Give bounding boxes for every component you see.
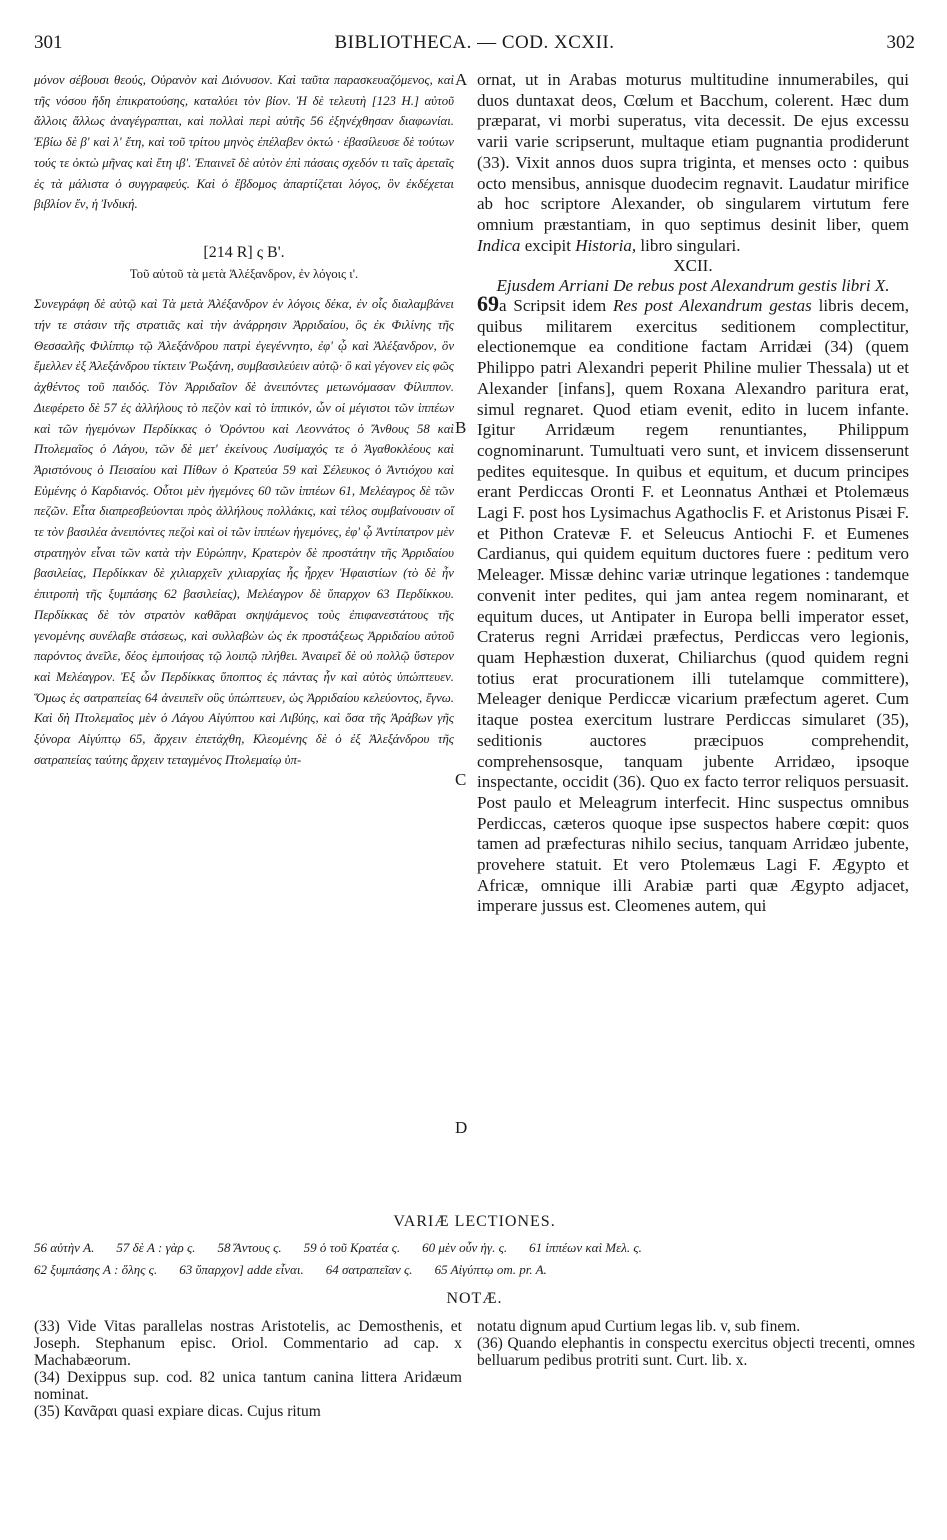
variae-line-2 [34,1259,915,1281]
margin-marker-d: D [455,1118,468,1137]
note-35-continued: notatu dignum apud Curtium legas lib. v, sub finem. [477,1318,801,1335]
greek-column [34,70,454,771]
latin-p1-historia: Historia, [575,235,637,255]
variant-64: 64 σατραπεῖαν ς. [325,1262,413,1277]
note-35: (35) Κανᾶραι quasi expiare dicas. Cujus ritum [34,1403,321,1420]
variant-58: 58 Ἄντους ς. [217,1240,282,1255]
greek-paragraph-1: μόνον σέβουσι θεούς, Οὐρανὸν καὶ Διόνυσον. Καὶ ταῦτα παρασκευαζόμενος, καὶ τῆς νόσου ἤδη ἐπικρατούσης, καταλύει τὸν βίον. Ἡ δὲ τελευτὴ [123 Η.] αὐτοῦ ἄλλοις ἄλλως ἀναγέγραπται, καὶ πολλαὶ περὶ αὐτῆς 56 ἐξηνέχθησαν διαφωνίαι. Ἐβίω δὲ β' καὶ λ' ἔτη, καὶ τοῦ τρίτου μηνὸς ἐπέλαβεν ὀκτώ · ἐβασίλευσε δὲ τούτων τούς τε ὀκτὼ μῆνας καὶ ἔτη ιβ'. Ἐπαινεῖ δὲ αὐτὸν ἐπὶ πάσαις σχεδόν τι ταῖς ἀρεταῖς ἐς τὰ μάλιστα ὁ συγγραφεύς. Καὶ ὁ ἕβδομος ἀπαρτίζεται λόγος, ὃν ἐκδέχεται βιβλίον ἕν, ἡ Ἰνδική. [34,73,454,212]
latin-p2-title: Res post Alexandrum gestas [613,296,812,316]
latin-p2-body: libris decem, quibus militarem exercitus seditionem complectitur, electionemque ea conditione factam Arridæi (34) (quem Philippo patri Alexandri peperit Philine mulier Thessala) ut et Alexander [infans], quem Roxana Alexandro paritura erat, simul regnaret. Quod etiam evenit, edito in lucem infante. Igitur Arridæum regem renuntiantes, Philippum cognominarunt. Tumultuati vero sunt, et invicem dissenserunt pedites equitesque. In quibus et equitum, et ducum principes erant Perdiccas Oronti F. et Leonnatus Anthæi et Ptolemæus Lagi F. post hos Lysimachus Agathoclis F. et Aristonus Pisæi F. et Pithon Cratevæ F. et Seleucus Antiochi F. et Eumenes Cardianus, qui quidem equitum ductores fuere : peditum vero Meleager. Missæ dehinc variæ utrinque legationes : tandemque convenit inter pedites, qui jam antea regem nominarant, et equitum duces, ut Antipater in Europa belli imperator esset, Craterus regni Arridæi præfectus, Perdiccas vero legionis, quam Hephæstion duxerat, Chiliarchus (quod quidem regni totius erat procurationem illi tutelamque committere), Meleager denique Perdiccæ vicarium præfectum ageret. Cum itaque postea exercitum lustrare Perdiccas simularet (35), seditionis auctores præcipuos comprehendit, comprehensosque, tanquam jubente Arridæo, ipsoque inspectante, occidit (36). Quo ex facto terror reliquos persuasit. Post paulo et Meleagrum interfecit. Hinc suspectus omnibus Perdiccas, cæteros quoque ipse suspectos habere cœpit: quos tamen ad præfecturas nihilo secius, tanquam Arridæo jubente, provehere statuit. Et vero Ptolemæus Lagi F. Ægypto et Africæ, omnique illi Arabiæ parti quæ Ægypto adjacet, imperare jussus est. Cleomenes autem, qui [477,296,910,916]
notae-title: NOTÆ. [446,1290,503,1307]
greek-section-number: [214 R] ς Β'. [203,243,285,261]
variant-56: 56 αὐτὴν A. [34,1240,95,1255]
variae-line-1 [34,1237,915,1259]
note-33: (33) Vide Vitas parallelas nostras Aristotelis, ac Demosthenis, et Joseph. Stephanum episc. Oriol. Commentario ad cap. x Machabæorum. [34,1318,462,1369]
variant-62: 62 ξυμπάσης A : ὅλης ς. [34,1262,158,1277]
latin-p1-end: libro singulari. [640,235,741,255]
latin-p2-start: a Scripsit idem [499,296,607,316]
greek-section-title: Τοῦ αὐτοῦ τὰ μετὰ Ἀλέξανδρον, ἐν λόγοις ι'. [129,266,359,281]
note-34: (34) Dexippus sup. cod. 82 unica tantum canina littera Aridæum nominat. [34,1369,462,1403]
page-number-left: 301 [34,32,63,53]
variant-57: 57 δὲ A : γὰρ ς. [116,1240,196,1255]
variant-59: 59 ὁ τοῦ Κρατέα ς. [303,1240,401,1255]
running-title: BIBLIOTHECA. — COD. XCXII. [334,32,615,53]
latin-paragraph-2 [477,291,910,917]
latin-section-title: Ejusdem Arriani De rebus post Alexandrum gestis libri X. [496,276,890,296]
latin-p1-indica: Indica [477,235,521,255]
page-number-right: 302 [886,32,915,53]
variant-61: 61 ἱππέων καὶ Μελ. ς. [529,1240,642,1255]
variant-65: 65 Αἰγύπτῳ om. pr. A. [434,1262,547,1277]
notae-left-column [34,1318,462,1420]
latin-paragraph-1 [477,70,909,256]
notae-section [34,1290,915,1420]
margin-marker-b: B [455,418,467,437]
running-header [34,32,915,58]
latin-p1-text: ornat, ut in Arabas moturus multitudine innumerabiles, qui duos duntaxat deos, Cœlum et Bacchum, colerent. Hæc dum præparat, vi morbi superatus, vita decessit. De ejus excessu varii varie scripserunt, multaque etiam pugnantia prodiderunt (33). Vixit annos duos supra triginta, et menses octo : quibus octo mensibus, annisque duodecim regnavit. Laudatur mirifice ab hoc scriptore Alexander, ob singularem virtutum fere omnium præstantiam, in quo septimus desinit liber, quem [477,70,909,234]
margin-marker-c: C [455,770,467,789]
latin-section-number: XCII. [673,256,713,276]
latin-column [477,70,909,917]
variant-60: 60 μὲν οὖν ἡγ. ς. [422,1240,508,1255]
margin-marker-a: A [455,70,468,89]
variant-63: 63 ὕπαρχον] adde εἶναι. [179,1262,304,1277]
latin-p1-mid: excipit [524,235,571,255]
notae-right-column [477,1318,915,1369]
greek-paragraph-2: Συνεγράφη δὲ αὐτῷ καὶ Τὰ μετὰ Ἀλέξανδρον ἐν λόγοις δέκα, ἐν οἷς διαλαμβάνει τήν τε στάσιν τῆς στρατιᾶς καὶ τὴν ἀνάρρησιν Ἀρριδαίου, ὃς ἐκ Φιλίνης τῆς Θεσσαλῆς Φιλίππῳ τῷ Ἀλεξάνδρου πατρὶ ἐγεγέννητο, ἐφ' ᾧ καὶ Ἀλέξανδρον, ὃν ἔμελλεν ἐξ Ἀλεξάνδρου τίκτειν Ῥωξάνη, συμβασιλεύειν αὐτῷ· ὃ καὶ γέγονεν εἰς φῶς ἀχθέντος τοῦ παιδός. Τὸν Ἀρριδαῖον δὲ ἀνειπόντες μετωνόμασαν Φίλιππον. Διεφέρετο δὲ 57 ἐς ἀλλήλους τὸ πεζὸν καὶ τὸ ἱππικόν, ὧν οἱ μέγιστοι τῶν ἱππέων καὶ τῶν ἡγεμόνων Περδίκκας ὁ Ὀρόντου καὶ Λεοννάτος ὁ Ἄνθους 58 καὶ Πτολεμαῖος ὁ Λάγου, τῶν δὲ μετ' ἐκείνους Λυσίμαχός τε ὁ Ἀγαθοκλέους καὶ Ἀριστόνους ὁ Πεισαίου καὶ Πίθων ὁ Κρατεύα 59 καὶ Σέλευκος ὁ Ἀντιόχου καὶ Εὐμένης ὁ Καρδιανός. Οὗτοι μὲν ἡγεμόνες 60 τῶν ἱππέων 61, Μελέαγρος δὲ τῶν πεζῶν. Εἶτα διαπρεσβεύονται πρὸς ἀλλήλους πολλάκις, καὶ τέλος συμβαίνουσιν οἵ τε τὸν βασιλέα ἀνειπόντες πεζοὶ καὶ οἱ τῶν ἱππέων ἡγεμόνες, ἐφ' ᾧ Ἀντίπατρον μὲν στρατηγὸν εἶναι τῶν κατὰ τὴν Εὐρώπην, Κρατερὸν δὲ προστάτην τῆς Ἀρριδαίου βασιλείας, Περδίκκαν δὲ χιλιαρχεῖν χιλιαρχίας ἧς ἦρχεν Ἡφαιστίων (τὸ δὲ ἦν ἐπιτροπὴ τῆς ξυμπάσης 62 βασιλείας), Μελέαγρον δὲ ὕπαρχον 63 Περδίκκου. Περδίκκας δὲ τὸν στρατὸν καθᾶραι σκηψάμενος τοὺς ἐπιφανεστάτους τῆς γενομένης συνέλαβε στάσεως, καὶ συλλαβὼν ὡς ἐκ προστάξεως Ἀρριδαίου αὐτοῦ παρόντος ἀνεῖλε, δέος ἐμποιήσας τῷ λοιπῷ πλήθει. Ἀναιρεῖ δὲ οὐ πολλῷ ὕστερον καὶ Μελέαγρον. Ἐξ ὧν Περδίκκας ὕποπτος ἐς πάντας ἦν καὶ αὐτὸς ὑπώπτευεν. Ὅμως ἐς σατραπείας 64 ἀνειπεῖν οὓς ὑπώπτευεν, ὡς Ἀρριδαίου κελεύοντος, ἔγνω. Καὶ δὴ Πτολεμαῖος μὲν ὁ Λάγου Αἰγύπτου καὶ Λιβύης, καὶ ὅσα τῆς Ἀράβων γῆς ξύνορα Αἰγύπτῳ 65, ἄρχειν ἐπετάχθη, Κλεομένης δὲ ὁ ἐξ Ἀλεξάνδρου τῆς σατραπείας ταύτης ἄρχειν τεταγμένος Πτολεμαίῳ ὑπ- [34,297,454,767]
note-36: (36) Quando elephantis in conspectu exercitus objecti trecenti, omnes belluarum pedibus protriti sunt. Curt. lib. x. [477,1335,915,1369]
paragraph-number: 69 [477,291,499,317]
variae-title: VARIÆ LECTIONES. [393,1213,556,1230]
variae-lectiones [34,1213,915,1281]
